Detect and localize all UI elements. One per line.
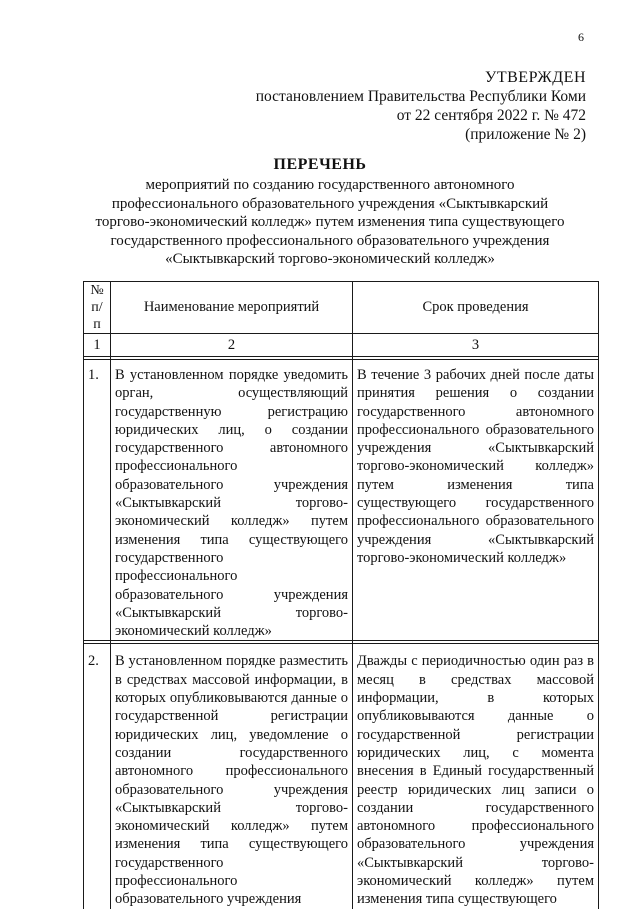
header-num: № п/п [84, 282, 111, 334]
approval-title: УТВЕРЖДЕН [485, 69, 586, 86]
header-name: Наименование мероприятий [111, 282, 353, 334]
approval-date: от 22 сентября 2022 г. № 472 [396, 107, 586, 124]
measure-term: В течение 3 рабочих дней после даты принятия решения о создании государственного автономного профессионального образовательного учреждения «Сыктывкарский торгово-экономический колледж» путем изменения типа существующего государственного профессионального образовательного учреждения «Сыктывкарский торгово-экономический колледж» [353, 360, 599, 641]
column-number: 1 [84, 334, 111, 357]
header-term: Срок проведения [353, 282, 599, 334]
document-title: ПЕРЕЧЕНЬ [273, 156, 367, 173]
approval-decree: постановлением Правительства Республики Коми [255, 88, 586, 105]
column-number: 3 [353, 334, 599, 357]
approval-appendix: (приложение № 2) [465, 126, 586, 143]
measures-table [83, 281, 599, 909]
page-number: 6 [578, 30, 584, 44]
table-row [84, 644, 599, 909]
row-number: 1. [84, 360, 111, 641]
measure-name: В установленном порядке уведомить орган, осуществляющий государственную регистрацию юридических лиц, о создании государственного автономного профессионального образовательного учреждения «Сыктывкарский торгово-экономический колледж» путем изменения типа существующего государственного профессионального образовательного учреждения «Сыктывкарский торгово-экономический колледж» [111, 360, 353, 641]
column-number: 2 [111, 334, 353, 357]
table-row [84, 360, 599, 641]
measure-name: В установленном порядке разместить в средствах массовой информации, в которых опубликовываются данные о государственной регистрации юридических лиц, уведомление о создании государственного автономного профессионального образовательного учреждения «Сыктывкарский торгово-экономический колледж» путем изменения типа существующего государственного профессионального образовательного учреждения [111, 644, 353, 909]
row-number: 2. [84, 644, 111, 909]
approval-stamp [256, 68, 586, 144]
column-number-row [84, 334, 599, 357]
table-header-row [84, 282, 599, 334]
document-subtitle: мероприятий по созданию государственного автономного профессионального образовательного учреждения «Сыктывкарский торгово-экономический колледж» путем изменения типа существующего государственного профессионального образовательного учреждения «Сыктывкарский торгово-экономический колледж» [95, 177, 565, 267]
measure-term: Дважды с периодичностью один раз в месяц в средствах массовой информации, в которых опубликовываются данные о государственной регистрации юридических лиц, с момента внесения в Единый государственный реестр юридических лиц записи о создании государственного автономного профессионального образовательного учреждения «Сыктывкарский торгово-экономический колледж» путем изменения типа существующего [353, 644, 599, 909]
